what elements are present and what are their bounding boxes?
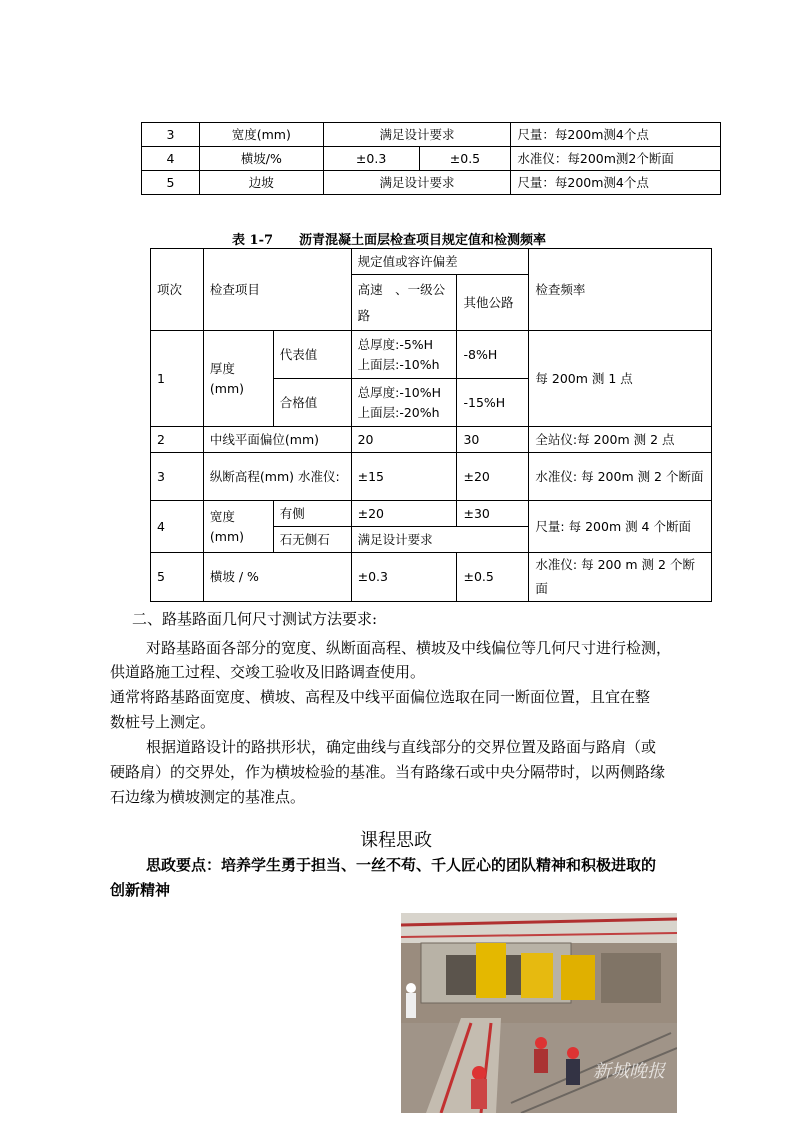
check-item: 宽度(mm) — [203, 501, 273, 553]
spec-value-highway: ±15 — [351, 453, 457, 501]
table-row — [151, 501, 712, 527]
table-row — [151, 553, 712, 602]
row-number: 4 — [151, 501, 204, 553]
sub-item: 有侧 — [273, 501, 351, 527]
check-frequency: 水准仪: 每 200 m 测 2 个断面 — [529, 553, 712, 602]
check-item: 厚度(mm) — [203, 331, 273, 427]
spec-value-highway: ±0.3 — [323, 147, 419, 171]
header-item: 检查项目 — [203, 249, 351, 331]
spec-line: 上面层:-10%h — [357, 356, 440, 372]
asphalt-inspection-table — [150, 248, 712, 602]
photo-watermark: 新城晚报 — [593, 1061, 665, 1082]
paragraph-line: 石边缘为横坡测定的基准点。 — [110, 788, 306, 806]
spec-line: 总厚度:-5%H — [357, 336, 434, 352]
sub-item: 石无侧石 — [273, 527, 351, 553]
construction-scene — [401, 913, 677, 1113]
table-row — [142, 171, 721, 195]
ideology-title: 课程思政 — [360, 830, 432, 851]
check-item: 横坡/% — [199, 147, 323, 171]
spec-value-highway: 20 — [351, 427, 457, 453]
paragraph-line: 对路基路面各部分的宽度、纵断面高程、横坡及中线偏位等几何尺寸进行检测， — [146, 639, 672, 657]
paragraph-line: 硬路肩）的交界处，作为横坡检验的基准。当有路缘石或中央分隔带时，以两侧路缘 — [110, 763, 666, 781]
spec-line: 上面层:-20%h — [357, 404, 440, 420]
spec-value-highway — [351, 379, 457, 427]
ideology-point: 思政要点：培养学生勇于担当、一丝不苟、千人匠心的团队精神和积极进取的 — [146, 856, 657, 874]
check-frequency: 水准仪: 每 200m 测 2 个断面 — [529, 453, 712, 501]
paragraph-line: 供道路施工过程、交竣工验收及旧路调查使用。 — [110, 663, 426, 681]
spec-value: 满足设计要求 — [323, 171, 511, 195]
table-header-row — [151, 249, 712, 275]
table-row — [142, 123, 721, 147]
check-frequency: 尺量: 每 200m 测 4 个断面 — [529, 501, 712, 553]
check-frequency: 全站仪:每 200m 测 2 点 — [529, 427, 712, 453]
row-number: 4 — [142, 147, 200, 171]
spec-value: 满足设计要求 — [351, 527, 529, 553]
sub-item: 合格值 — [273, 379, 351, 427]
check-frequency: 水准仪：每200m测2个断面 — [511, 147, 721, 171]
header-spec: 规定值或容许偏差 — [351, 249, 529, 275]
row-number: 5 — [151, 553, 204, 602]
paragraph-line: 通常将路基路面宽度、横坡、高程及中线平面偏位选取在同一断面位置，且宜在整 — [110, 688, 651, 706]
check-item: 宽度(mm) — [199, 123, 323, 147]
paragraph-line: 数桩号上测定。 — [110, 713, 216, 731]
spec-value-other: ±20 — [457, 453, 529, 501]
ideology-point: 创新精神 — [110, 881, 171, 899]
paragraph-line: 根据道路设计的路拱形状，确定曲线与直线部分的交界位置及路面与路肩（或 — [146, 738, 657, 756]
table-row — [142, 147, 721, 171]
spec-value-highway: ±0.3 — [351, 553, 457, 602]
spec-value-highway: ±20 — [351, 501, 457, 527]
spec-value-other: 30 — [457, 427, 529, 453]
table-row — [151, 453, 712, 501]
header-frequency: 检查频率 — [529, 249, 712, 331]
header-highway: 高速 、一级公路 — [351, 275, 457, 331]
table-row — [151, 331, 712, 379]
row-number: 3 — [151, 453, 204, 501]
check-frequency: 每 200m 测 1 点 — [529, 331, 712, 427]
section-heading: 二、路基路面几何尺寸测试方法要求: — [132, 610, 378, 628]
check-item: 中线平面偏位(mm) — [203, 427, 351, 453]
spec-value-other: -15%H — [457, 379, 529, 427]
spec-line: 总厚度:-10%H — [357, 384, 442, 400]
spec-value-other: -8%H — [457, 331, 529, 379]
row-number: 1 — [151, 331, 204, 427]
check-item: 横坡 / % — [203, 553, 351, 602]
spec-value-highway — [351, 331, 457, 379]
table-caption: 表 1-7 沥青混凝土面层检查项目规定值和检测频率 — [232, 233, 547, 248]
check-frequency: 尺量：每200m测4个点 — [511, 123, 721, 147]
row-number: 5 — [142, 171, 200, 195]
table-continuation — [141, 122, 721, 195]
check-item: 纵断高程(mm) 水准仪: — [203, 453, 351, 501]
spec-value-other: ±0.5 — [419, 147, 511, 171]
check-item: 边坡 — [199, 171, 323, 195]
spec-value-other: ±30 — [457, 501, 529, 527]
table-row — [151, 427, 712, 453]
check-frequency: 尺量：每200m测4个点 — [511, 171, 721, 195]
spec-value: 满足设计要求 — [323, 123, 511, 147]
header-other: 其他公路 — [457, 275, 529, 331]
header-no: 项次 — [151, 249, 204, 331]
spec-value-other: ±0.5 — [457, 553, 529, 602]
row-number: 2 — [151, 427, 204, 453]
row-number: 3 — [142, 123, 200, 147]
construction-photo — [401, 913, 677, 1113]
sub-item: 代表值 — [273, 331, 351, 379]
